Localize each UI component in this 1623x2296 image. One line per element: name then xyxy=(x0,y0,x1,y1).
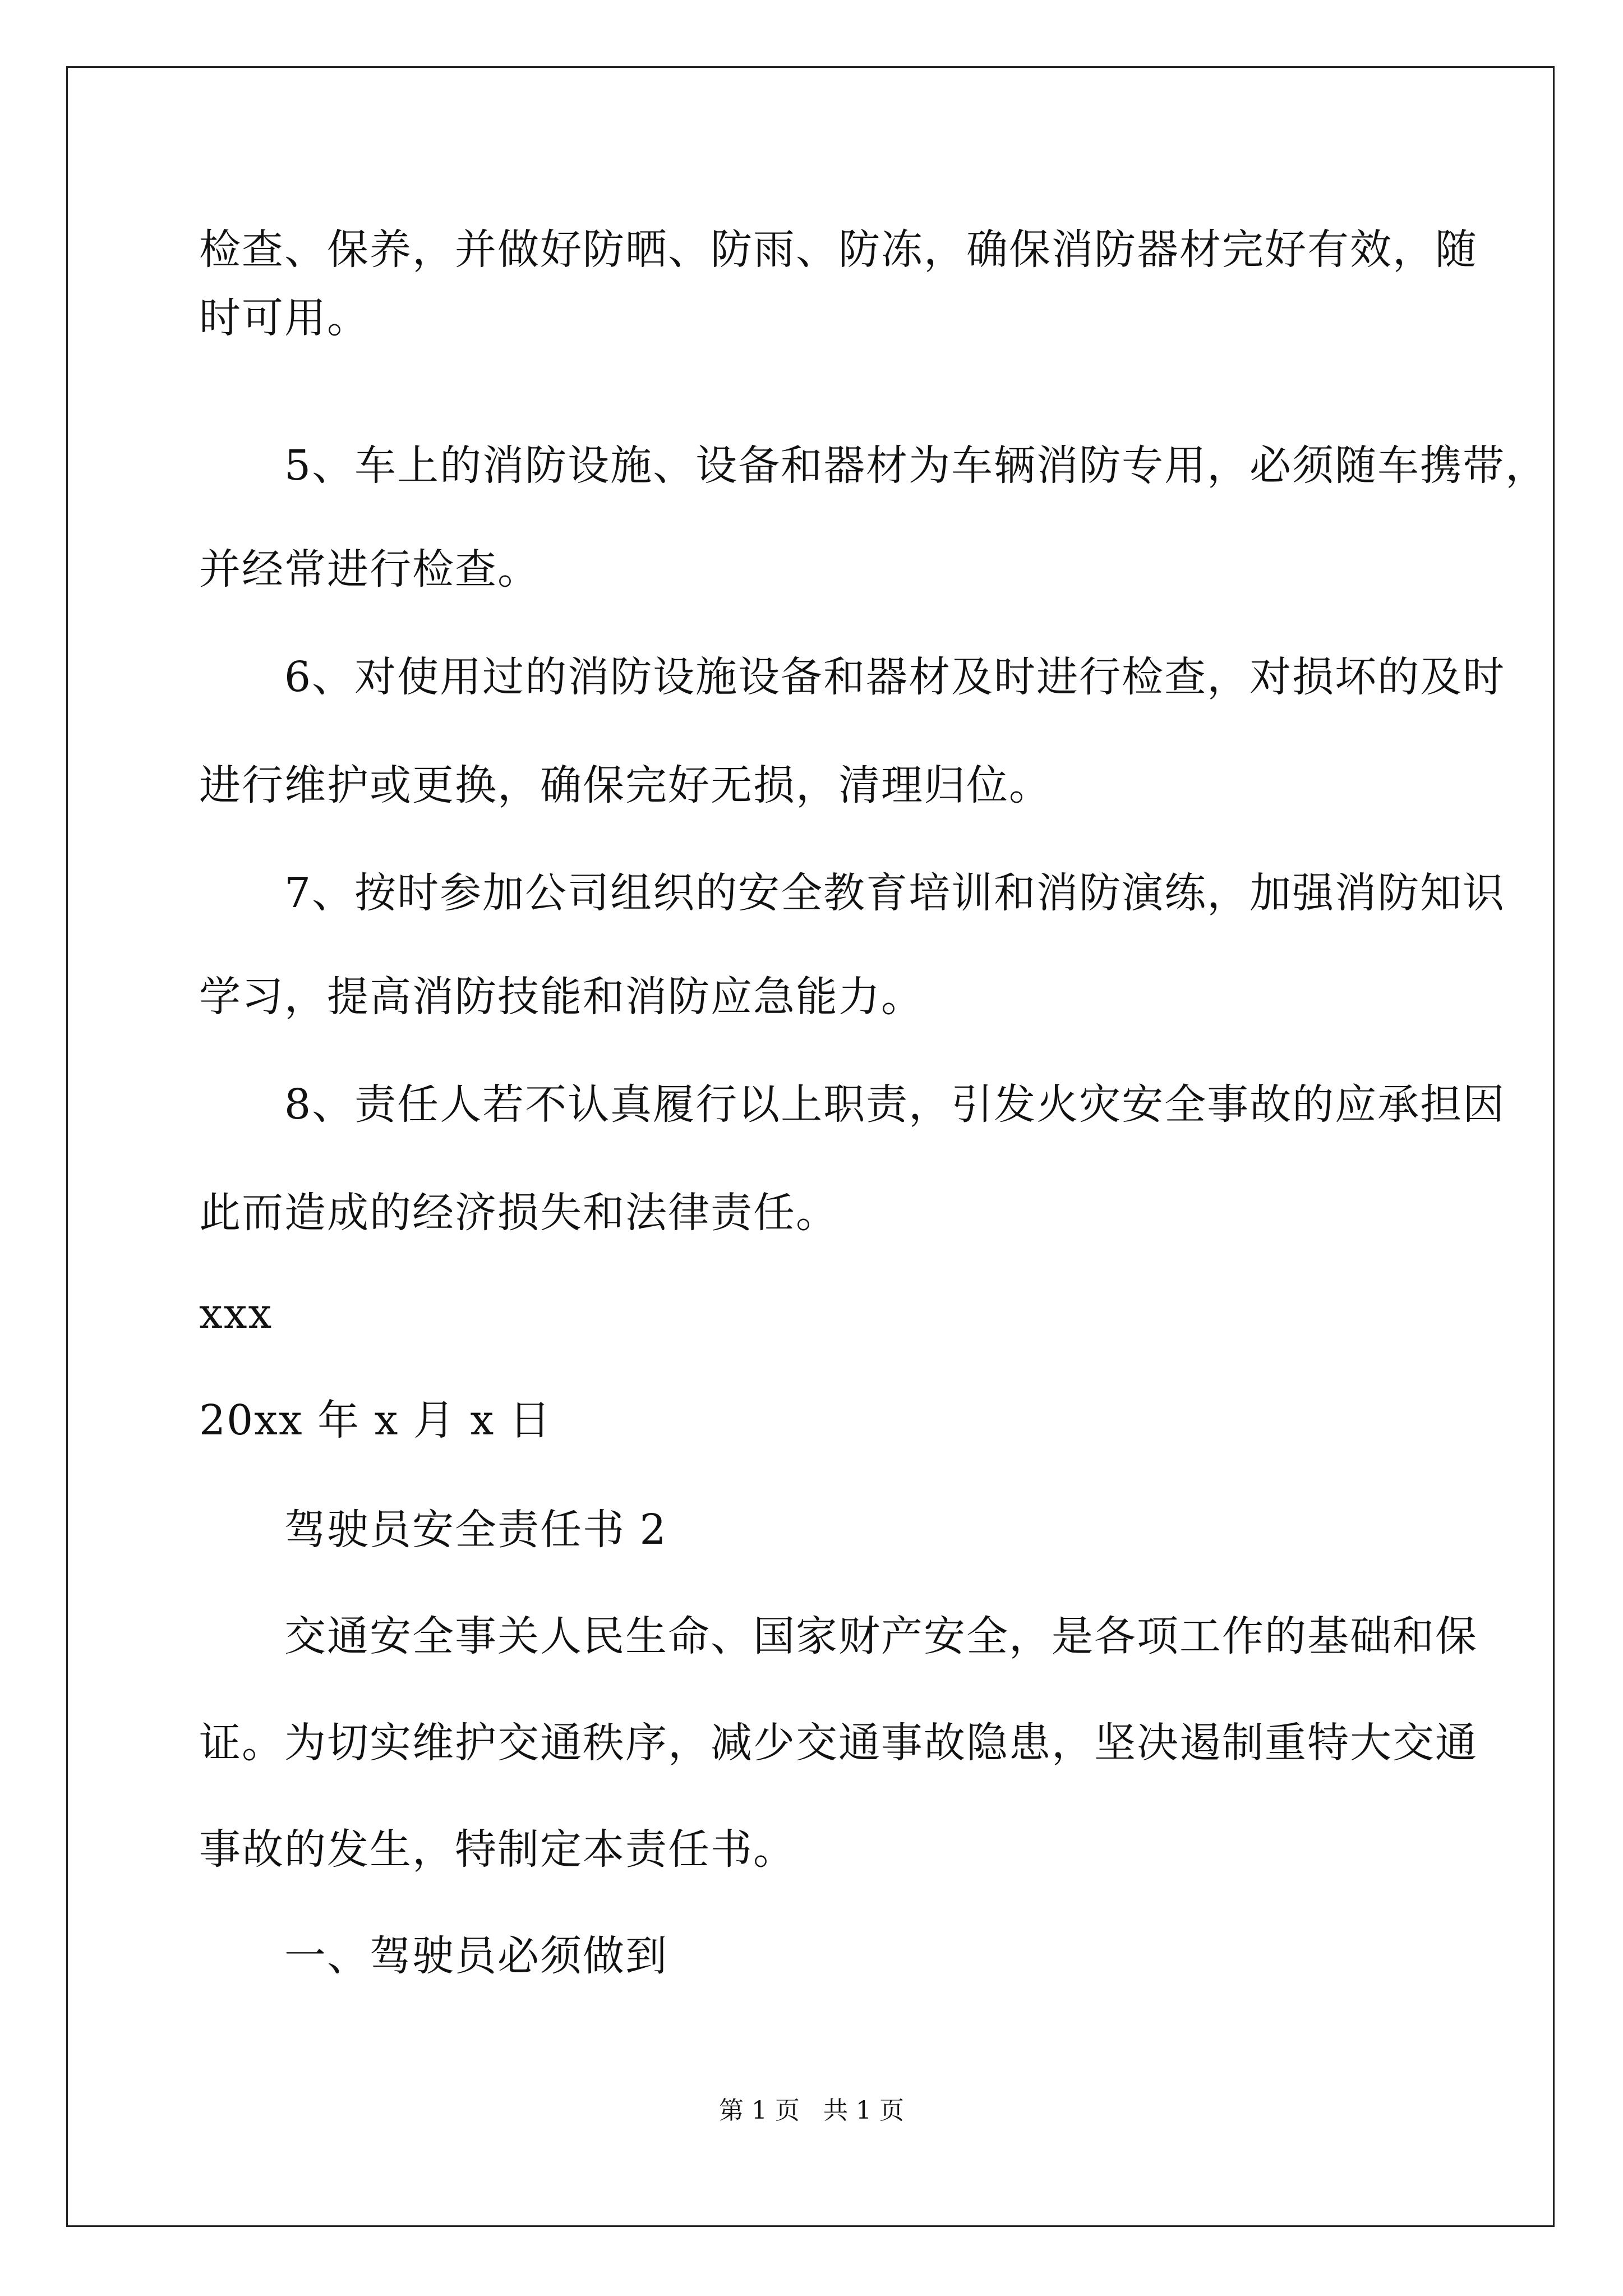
section-title: 驾驶员安全责任书 2 xyxy=(199,1506,667,1554)
paragraph-line-7: 7、按时参加公司组织的安全教育培训和消防演练，加强消防知识 xyxy=(199,869,1506,917)
paragraph-line-8: 学习，提高消防技能和消防应急能力。 xyxy=(199,973,924,1021)
paragraph-line-2: 时可用。 xyxy=(199,294,370,342)
paragraph-line-5: 6、对使用过的消防设施设备和器材及时进行检查，对损坏的及时 xyxy=(199,653,1506,701)
paragraph-line-10: 此而造成的经济损失和法律责任。 xyxy=(199,1189,838,1237)
signature-name: xxx xyxy=(199,1290,273,1338)
paragraph-line-6: 进行维护或更换，确保完好无损，清理归位。 xyxy=(199,761,1052,809)
paragraph-line-13: 事故的发生，特制定本责任书。 xyxy=(199,1825,796,1874)
paragraph-line-12: 证。为切实维护交通秩序，减少交通事故隐患，坚决遏制重特大交通 xyxy=(199,1719,1478,1767)
paragraph-line-1: 检查、保养，并做好防晒、防雨、防冻，确保消防器材完好有效，随 xyxy=(199,226,1478,274)
paragraph-line-11: 交通安全事关人民生命、国家财产安全，是各项工作的基础和保 xyxy=(199,1612,1478,1660)
paragraph-line-3: 5、车上的消防设施、设备和器材为车辆消防专用，必须随车携带， xyxy=(199,441,1548,490)
paragraph-line-9: 8、责任人若不认真履行以上职责，引发火灾安全事故的应承担因 xyxy=(199,1080,1506,1129)
page-border xyxy=(66,66,1555,2227)
page-number-footer: 第 1 页 共 1 页 xyxy=(719,2096,904,2125)
subsection-heading: 一、驾驶员必须做到 xyxy=(199,1932,668,1980)
paragraph-line-4: 并经常进行检查。 xyxy=(199,545,540,593)
signature-date: 20xx 年 x 月 x 日 xyxy=(199,1396,552,1444)
